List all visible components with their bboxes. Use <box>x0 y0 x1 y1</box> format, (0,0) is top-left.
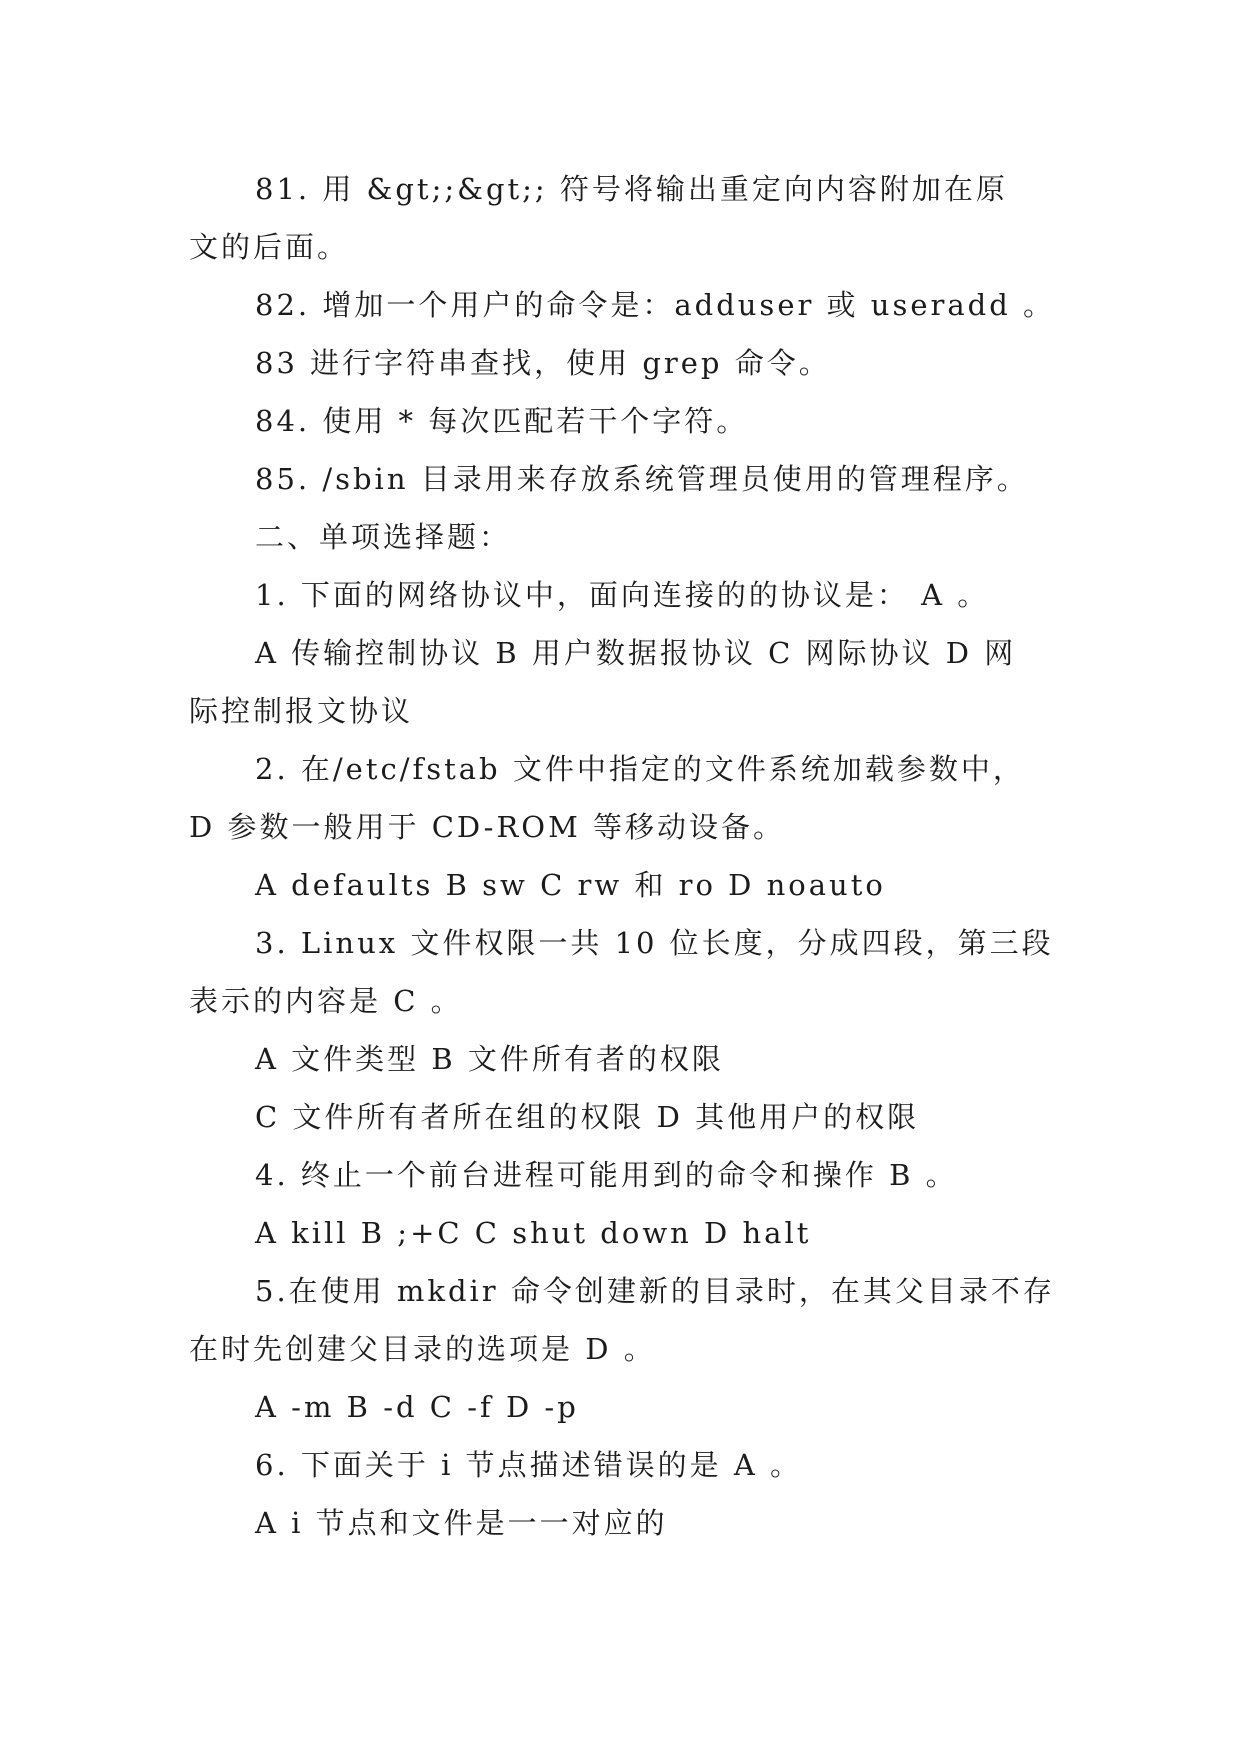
text-line: 6. 下面关于 i 节点描述错误的是 A 。 <box>255 1448 802 1482</box>
text-line: C 文件所有者所在组的权限 D 其他用户的权限 <box>255 1100 920 1134</box>
text-line: 3. Linux 文件权限一共 10 位长度，分成四段，第三段 <box>255 926 1054 960</box>
text-line: A i 节点和文件是一一对应的 <box>255 1506 668 1540</box>
text-line: 文的后面。 <box>189 230 350 264</box>
text-line: 85. /sbin 目录用来存放系统管理员使用的管理程序。 <box>255 462 1029 496</box>
text-line: A 文件类型 B 文件所有者的权限 <box>255 1042 724 1076</box>
text-line: 在时先创建父目录的选项是 D 。 <box>189 1332 656 1366</box>
text-line: 表示的内容是 C 。 <box>189 984 463 1018</box>
text-line: 际控制报文协议 <box>189 694 414 728</box>
text-line: 83 进行字符串查找，使用 grep 命令。 <box>255 346 831 380</box>
text-line: 84. 使用 * 每次匹配若干个字符。 <box>255 404 749 438</box>
text-line: 81. 用 &gt;;&gt;; 符号将输出重定向内容附加在原 <box>255 172 1008 206</box>
text-line: 二、单项选择题： <box>255 520 512 554</box>
text-line: 82. 增加一个用户的命令是：adduser 或 useradd 。 <box>255 288 1055 322</box>
text-line: A defaults B sw C rw 和 ro D noauto <box>255 868 886 902</box>
text-line: 5.在使用 mkdir 命令创建新的目录时，在其父目录不存 <box>255 1274 1055 1308</box>
document-body <box>189 160 1055 1552</box>
text-line: 4. 终止一个前台进程可能用到的命令和操作 B 。 <box>255 1158 958 1192</box>
text-line: A 传输控制协议 B 用户数据报协议 C 网际协议 D 网 <box>255 636 1017 670</box>
text-line: D 参数一般用于 CD-ROM 等移动设备。 <box>189 810 785 844</box>
text-line: A -m B -d C -f D -p <box>255 1390 579 1424</box>
text-line: A kill B ;+C C shut down D halt <box>255 1216 812 1250</box>
text-line: 2. 在/etc/fstab 文件中指定的文件系统加载参数中， <box>255 752 1025 786</box>
text-line: 1. 下面的网络协议中，面向连接的的协议是： A 。 <box>255 578 990 612</box>
